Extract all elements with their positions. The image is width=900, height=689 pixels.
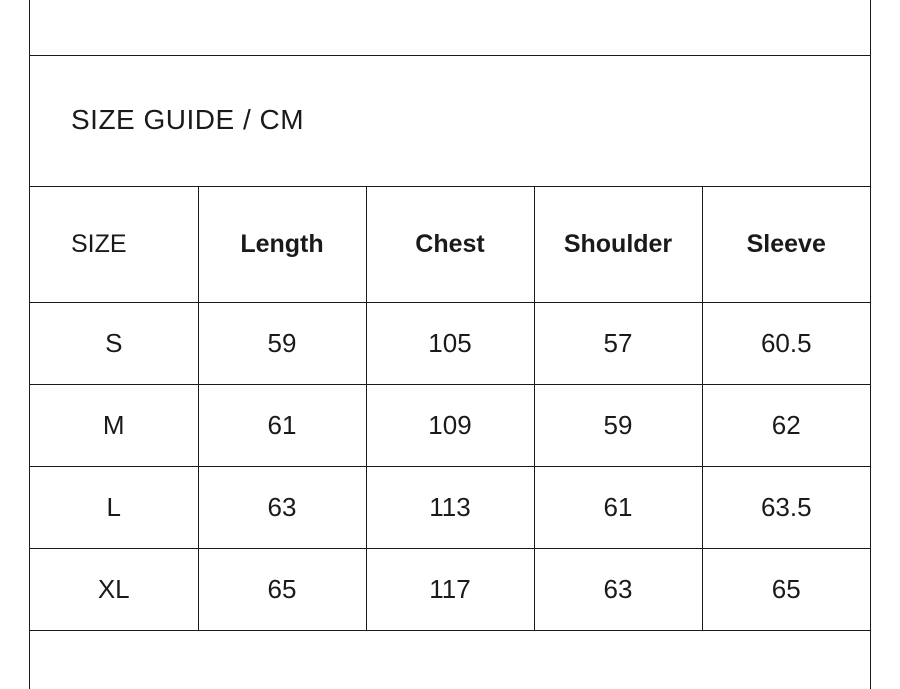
size-table: [30, 187, 870, 631]
table-row: [30, 549, 870, 631]
column-header-chest: Chest: [366, 187, 534, 303]
cell-sleeve: 62: [702, 385, 870, 467]
cell-chest: 109: [366, 385, 534, 467]
cell-size: L: [30, 467, 198, 549]
column-header-sleeve: Sleeve: [702, 187, 870, 303]
cell-chest: 117: [366, 549, 534, 631]
table-row: [30, 385, 870, 467]
cell-length: 63: [198, 467, 366, 549]
size-guide-frame: [29, 0, 871, 689]
cell-sleeve: 63.5: [702, 467, 870, 549]
cell-shoulder: 59: [534, 385, 702, 467]
cell-chest: 113: [366, 467, 534, 549]
column-header-size: SIZE: [30, 187, 198, 303]
cell-length: 65: [198, 549, 366, 631]
cell-chest: 105: [366, 303, 534, 385]
title-row: [30, 56, 870, 187]
cell-sleeve: 65: [702, 549, 870, 631]
cell-size: M: [30, 385, 198, 467]
cell-shoulder: 57: [534, 303, 702, 385]
cell-length: 59: [198, 303, 366, 385]
table-header-row: [30, 187, 870, 303]
column-header-length: Length: [198, 187, 366, 303]
cell-shoulder: 61: [534, 467, 702, 549]
column-header-shoulder: Shoulder: [534, 187, 702, 303]
cell-sleeve: 60.5: [702, 303, 870, 385]
cell-length: 61: [198, 385, 366, 467]
size-guide-title: SIZE GUIDE / CM: [71, 104, 305, 135]
cell-shoulder: 63: [534, 549, 702, 631]
table-row: [30, 467, 870, 549]
top-spacer: [30, 0, 870, 56]
table-row: [30, 303, 870, 385]
cell-size: XL: [30, 549, 198, 631]
cell-size: S: [30, 303, 198, 385]
